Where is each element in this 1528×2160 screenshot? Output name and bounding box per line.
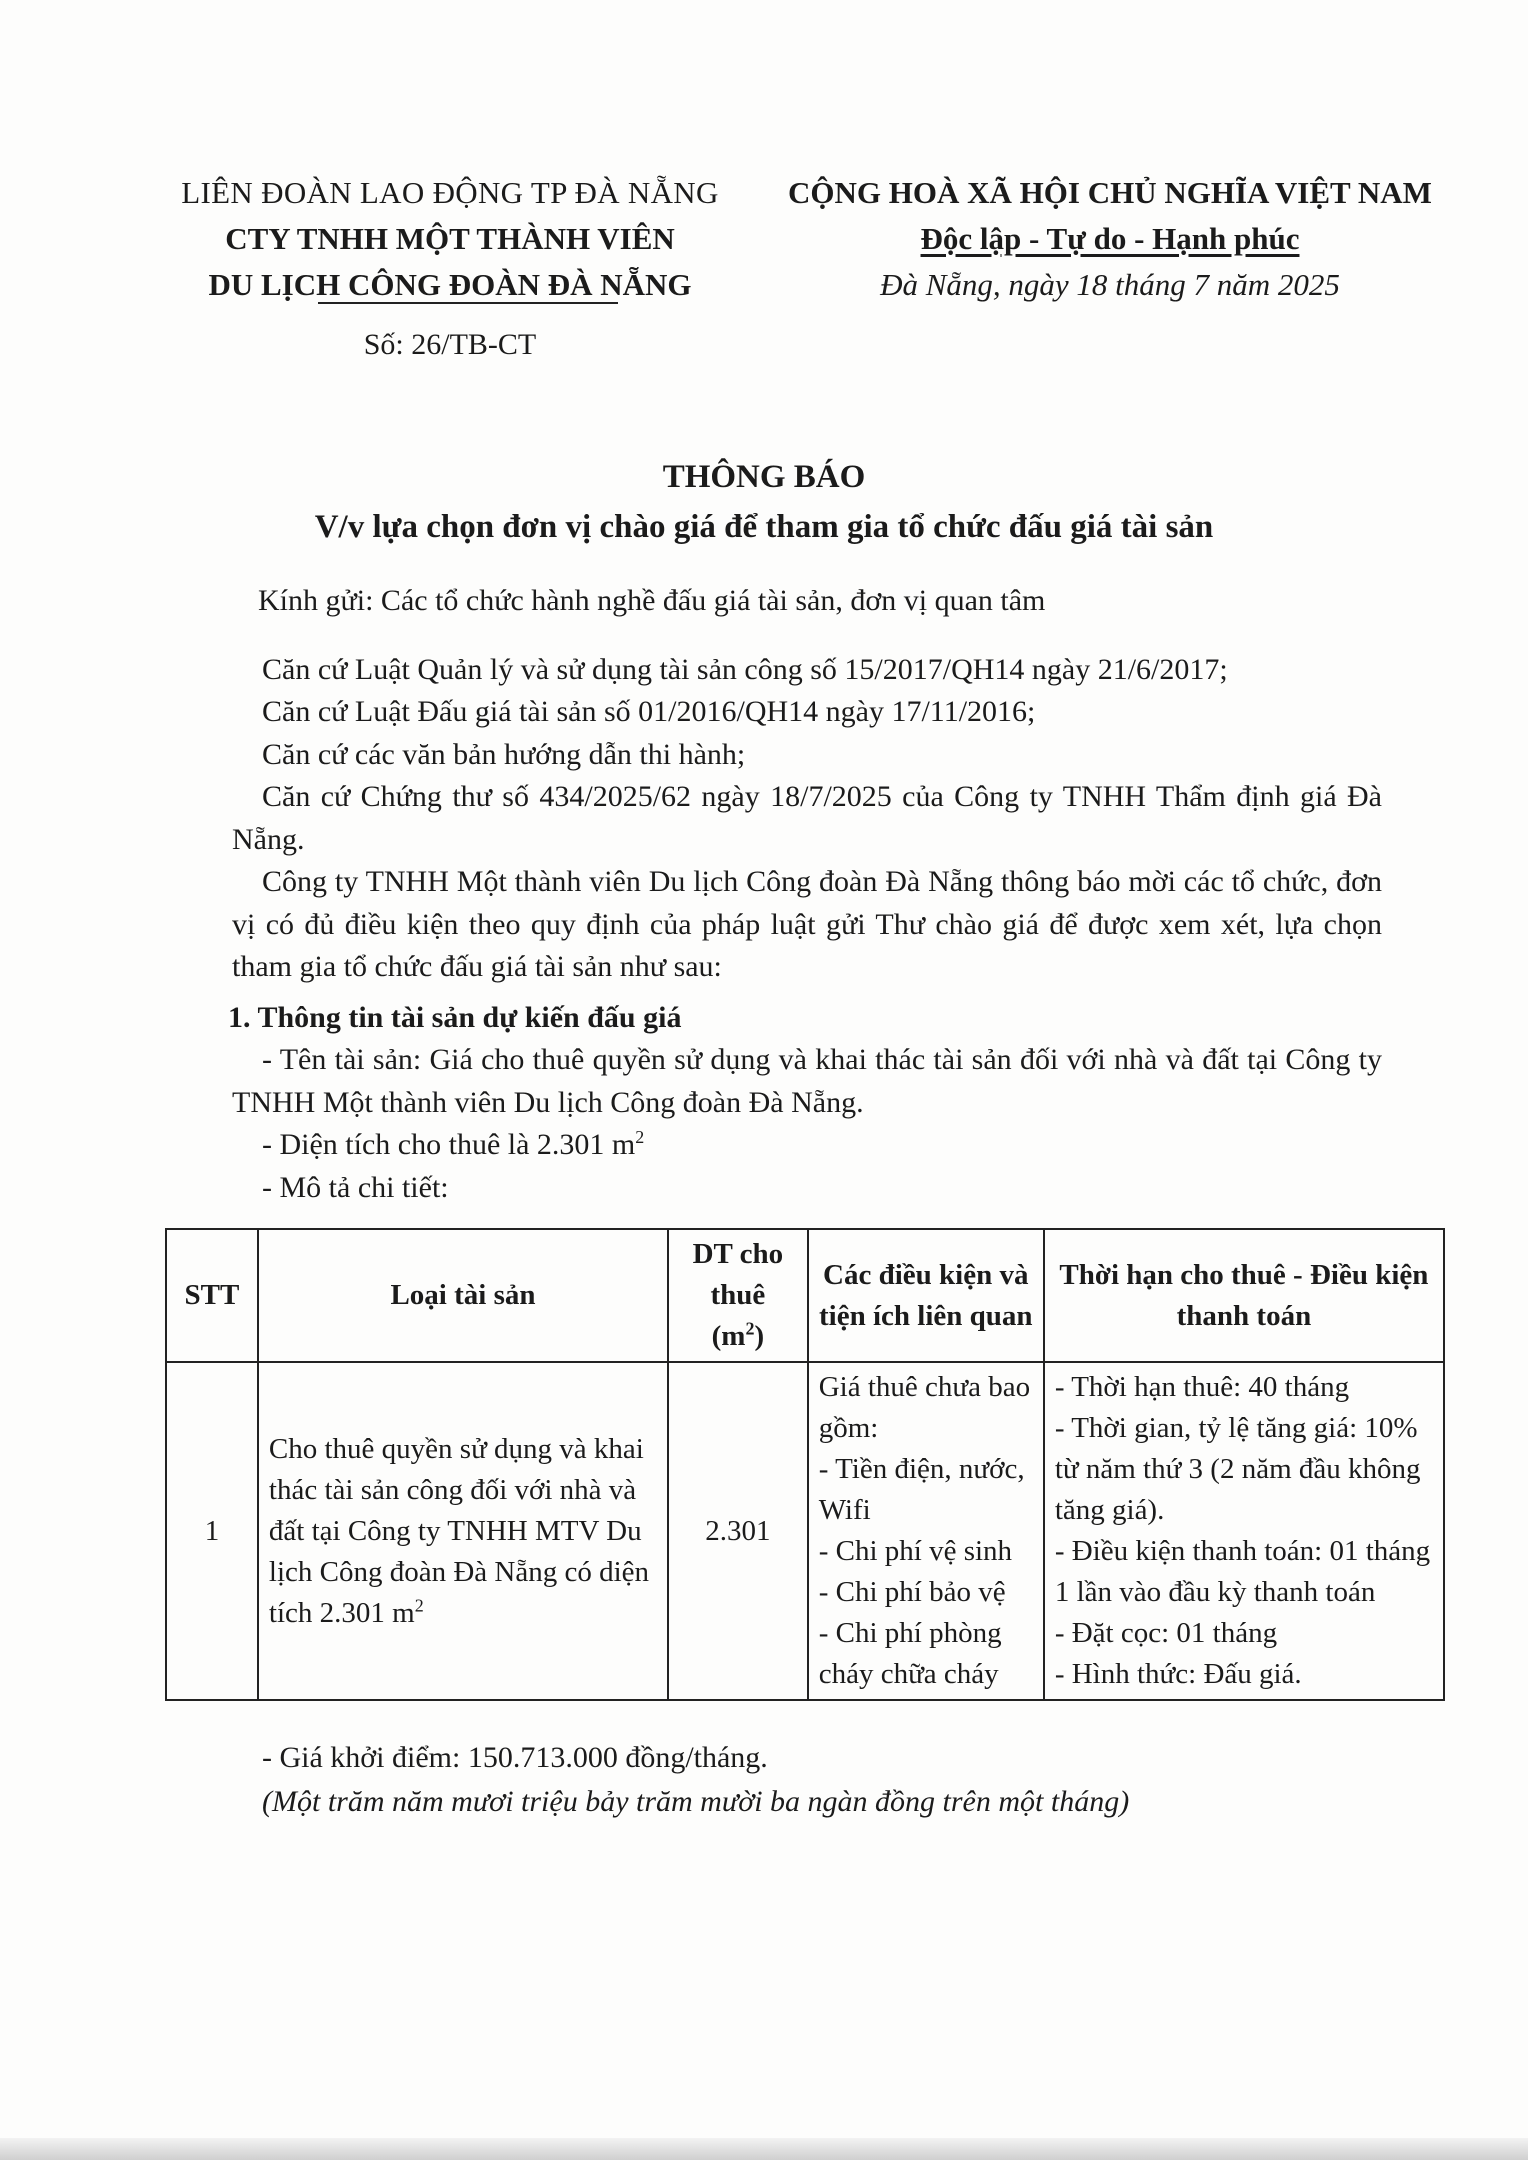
cell-asset-type: Cho thuê quyền sử dụng và khai thác tài sản công đối với nhà và đất tại Công ty TNHH MTV Du lịch Công đoàn Đà Nẵng có diện tích 2.301 $m^2$ [258, 1362, 668, 1700]
recipient-line: Kính gửi: Các tổ chức hành nghề đấu giá tài sản, đơn vị quan tâm [258, 584, 1046, 617]
intro-paragraph: Công ty TNHH Một thành viên Du lịch Công đoàn Đà Nẵng thông báo mời các tổ chức, đơn vị có đủ điều kiện theo quy định của pháp luật gửi Thư chào giá để được xem xét, lựa chọn tham gia tổ chức đấu giá tài sản như sau: [232, 865, 1382, 983]
document-subject: V/v lựa chọn đơn vị chào giá để tham gia tổ chức đấu giá tài sản [314, 509, 1214, 545]
national-heading-block [760, 170, 1460, 308]
issuer-parent-org: LIÊN ĐOÀN LAO ĐỘNG TP ĐÀ NẴNG [181, 175, 719, 210]
issuer-company-line2: DU LỊCH CÔNG ĐOÀN ĐÀ NẴNG [208, 267, 692, 302]
issuer-block [140, 170, 760, 368]
legal-basis-4: Căn cứ Chứng thư số 434/2025/62 ngày 18/7/2025 của Công ty TNHH Thẩm định giá Đà Nẵng. [232, 780, 1382, 856]
table-row [166, 1362, 1444, 1700]
col-header-stt: STT [166, 1229, 258, 1362]
asset-name: - Tên tài sản: Giá cho thuê quyền sử dụng và khai thác tài sản đối với nhà và đất tại Công ty TNHH Một thành viên Du lịch Công đoàn Đà Nẵng. [232, 1043, 1382, 1119]
issuer-underline [318, 302, 618, 304]
national-title: CỘNG HOÀ XÃ HỘI CHỦ NGHĨA VIỆT NAM [788, 175, 1432, 210]
document-title: THÔNG BÁO [662, 459, 866, 495]
asset-table [165, 1228, 1445, 1701]
starting-price-in-words: (Một trăm năm mươi triệu bảy trăm mười ba ngàn đồng trên một tháng) [262, 1785, 1130, 1818]
legal-basis-3: Căn cứ các văn bản hướng dẫn thi hành; [262, 737, 746, 771]
section-1-heading: 1. Thông tin tài sản dự kiến đấu giá [228, 1000, 682, 1034]
starting-price: - Giá khởi điểm: 150.713.000 đồng/tháng. [262, 1741, 768, 1774]
issuer-company-line1: CTY TNHH MỘT THÀNH VIÊN [225, 221, 675, 256]
document-body [228, 580, 1382, 1209]
document-date: Đà Nẵng, ngày 18 tháng 7 năm 2025 [880, 267, 1340, 302]
cell-conditions: Giá thuê chưa bao gồm: - Tiền điện, nước, Wifi - Chi phí vệ sinh - Chi phí bảo vệ - Chi phí phòng cháy chữa cháy [808, 1362, 1044, 1700]
table-header-row [166, 1229, 1444, 1362]
rental-area: - Diện tích cho thuê là 2.301 $m^2$ [262, 1127, 645, 1161]
col-header-term-payment: Thời hạn cho thuê - Điều kiện thanh toán [1044, 1229, 1444, 1362]
col-header-asset-type: Loại tài sản [258, 1229, 668, 1362]
legal-basis-1: Căn cứ Luật Quản lý và sử dụng tài sản công số 15/2017/QH14 ngày 21/6/2017; [262, 652, 1228, 686]
starting-price-block [262, 1736, 1129, 1824]
cell-term-payment: - Thời hạn thuê: 40 tháng - Thời gian, tỷ lệ tăng giá: 10% từ năm thứ 3 (2 năm đầu không tăng giá). - Điều kiện thanh toán: 01 tháng 1 lần vào đầu kỳ thanh toán - Đặt cọc: 01 tháng - Hình thức: Đấu giá. [1044, 1362, 1444, 1700]
col-header-area: DT cho thuê $(m^2)$ [668, 1229, 808, 1362]
col-header-conditions: Các điều kiện và tiện ích liên quan [808, 1229, 1044, 1362]
document-number: Số: 26/TB-CT [363, 328, 537, 361]
national-motto: Độc lập - Tự do - Hạnh phúc [920, 221, 1300, 256]
legal-basis-2: Căn cứ Luật Đấu giá tài sản số 01/2016/QH14 ngày 17/11/2016; [262, 695, 1036, 728]
document-title-block [0, 452, 1528, 552]
cell-stt: 1 [166, 1362, 258, 1700]
detail-label: - Mô tả chi tiết: [262, 1170, 449, 1204]
cell-area: 2.301 [668, 1362, 808, 1700]
